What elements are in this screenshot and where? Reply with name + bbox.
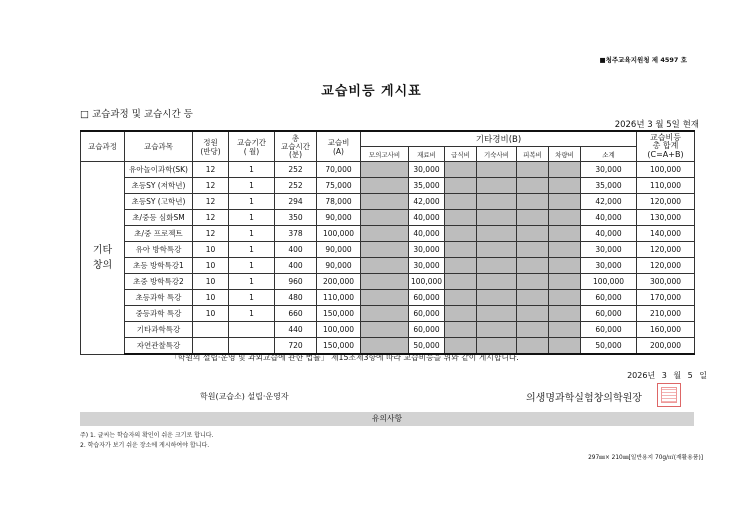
as-of-date: 2026년 3 월 5일 현재 — [614, 120, 699, 130]
uniform-cell — [517, 178, 549, 194]
hours-cell: 400 — [275, 258, 317, 274]
header-period: 교습기간 ( 월) — [229, 131, 275, 162]
vehicle-cell — [549, 290, 581, 306]
tuition-cell: 70,000 — [317, 162, 361, 178]
mock-exam-cell — [361, 226, 409, 242]
vehicle-cell — [549, 322, 581, 338]
period-cell — [229, 322, 275, 338]
header-hours: 총 교습시간 (분) — [275, 131, 317, 162]
grand-total-cell: 120,000 — [637, 258, 695, 274]
notice-title: 유의사항 — [80, 412, 694, 426]
grand-total-cell: 300,000 — [637, 274, 695, 290]
meal-cell — [445, 322, 477, 338]
notes — [80, 431, 213, 450]
table-row — [81, 290, 695, 306]
capacity-cell: 12 — [193, 194, 229, 210]
grand-total-cell: 170,000 — [637, 290, 695, 306]
hours-cell: 720 — [275, 338, 317, 355]
header-dormitory: 기숙사비 — [477, 147, 517, 162]
capacity-cell: 12 — [193, 226, 229, 242]
vehicle-cell — [549, 242, 581, 258]
meal-cell — [445, 226, 477, 242]
subject-cell: 유아 방학특강 — [125, 242, 193, 258]
uniform-cell — [517, 274, 549, 290]
header-uniform: 피복비 — [517, 147, 549, 162]
grand-total-cell: 120,000 — [637, 242, 695, 258]
grand-total-cell: 130,000 — [637, 210, 695, 226]
mock-exam-cell — [361, 194, 409, 210]
tuition-cell: 150,000 — [317, 306, 361, 322]
material-cell: 40,000 — [409, 210, 445, 226]
material-cell: 30,000 — [409, 258, 445, 274]
uniform-cell — [517, 162, 549, 178]
mock-exam-cell — [361, 274, 409, 290]
hours-cell: 960 — [275, 274, 317, 290]
dormitory-cell — [477, 274, 517, 290]
capacity-cell: 10 — [193, 274, 229, 290]
tuition-cell: 110,000 — [317, 290, 361, 306]
meal-cell — [445, 178, 477, 194]
subject-cell: 초등SY (고학년) — [125, 194, 193, 210]
subject-cell: 초중 방학특강2 — [125, 274, 193, 290]
capacity-cell: 12 — [193, 210, 229, 226]
tuition-cell: 78,000 — [317, 194, 361, 210]
mock-exam-cell — [361, 306, 409, 322]
subtotal-cell: 40,000 — [581, 210, 637, 226]
table-row — [81, 178, 695, 194]
table-row — [81, 258, 695, 274]
tuition-cell: 100,000 — [317, 322, 361, 338]
hours-cell: 252 — [275, 162, 317, 178]
meal-cell — [445, 194, 477, 210]
subject-cell: 초/중 프로젝트 — [125, 226, 193, 242]
material-cell: 35,000 — [409, 178, 445, 194]
material-cell: 42,000 — [409, 194, 445, 210]
uniform-cell — [517, 242, 549, 258]
uniform-cell — [517, 194, 549, 210]
grand-total-cell: 140,000 — [637, 226, 695, 242]
hours-cell: 294 — [275, 194, 317, 210]
material-cell: 100,000 — [409, 274, 445, 290]
subtotal-cell: 60,000 — [581, 290, 637, 306]
course-name-cell: 기타 창의 — [81, 162, 125, 355]
fee-table-body — [81, 162, 695, 355]
mock-exam-cell — [361, 290, 409, 306]
dormitory-cell — [477, 178, 517, 194]
page-title: 교습비등 게시표 — [321, 84, 422, 99]
meal-cell — [445, 274, 477, 290]
tuition-cell: 150,000 — [317, 338, 361, 355]
grand-total-cell: 200,000 — [637, 338, 695, 355]
subject-cell: 초/중등 심화SM — [125, 210, 193, 226]
table-row — [81, 274, 695, 290]
table-row — [81, 322, 695, 338]
material-cell: 60,000 — [409, 290, 445, 306]
paper-spec: 297㎜× 210㎜[일반용지 70g/㎡(재활용품)] — [588, 455, 703, 461]
period-cell: 1 — [229, 290, 275, 306]
material-cell: 30,000 — [409, 162, 445, 178]
vehicle-cell — [549, 210, 581, 226]
note-item: 2. 학습자가 보기 쉬운 장소에 게시하여야 합니다. — [80, 441, 210, 449]
table-row — [81, 210, 695, 226]
subject-cell: 유아놀이과학(SK) — [125, 162, 193, 178]
period-cell: 1 — [229, 274, 275, 290]
material-cell: 30,000 — [409, 242, 445, 258]
tuition-cell: 90,000 — [317, 210, 361, 226]
capacity-cell: 12 — [193, 178, 229, 194]
subtotal-cell: 50,000 — [581, 338, 637, 355]
dormitory-cell — [477, 258, 517, 274]
uniform-cell — [517, 258, 549, 274]
grand-total-cell: 120,000 — [637, 194, 695, 210]
hours-cell: 400 — [275, 242, 317, 258]
capacity-cell — [193, 322, 229, 338]
subject-cell: 중등과학 특강 — [125, 306, 193, 322]
subject-cell: 기타과학특강 — [125, 322, 193, 338]
table-row — [81, 194, 695, 210]
header-tuition: 교습비 (A) — [317, 131, 361, 162]
vehicle-cell — [549, 338, 581, 355]
mock-exam-cell — [361, 258, 409, 274]
subtotal-cell: 35,000 — [581, 178, 637, 194]
vehicle-cell — [549, 226, 581, 242]
legal-statement: 「학원의 설립·운영 및 과외교습에 관한 법률」 제15조제3항에 따라 교습비등을 위와 같이 게시합니다. — [170, 353, 519, 362]
period-cell: 1 — [229, 210, 275, 226]
header-other-expenses: 기타경비(B) — [361, 131, 637, 147]
uniform-cell — [517, 306, 549, 322]
header-mock-exam: 모의고사비 — [361, 147, 409, 162]
posting-date: 2026년 3 월 5 일 — [627, 371, 707, 380]
fee-table — [80, 130, 695, 355]
uniform-cell — [517, 338, 549, 355]
document-number: ■청주교육지원청 제 4597 호 — [599, 56, 687, 64]
tuition-cell: 200,000 — [317, 274, 361, 290]
period-cell: 1 — [229, 306, 275, 322]
header-capacity: 정원 (반당) — [193, 131, 229, 162]
tuition-cell: 90,000 — [317, 242, 361, 258]
period-cell: 1 — [229, 226, 275, 242]
dormitory-cell — [477, 290, 517, 306]
dormitory-cell — [477, 226, 517, 242]
hours-cell: 480 — [275, 290, 317, 306]
meal-cell — [445, 258, 477, 274]
table-row — [81, 242, 695, 258]
subtotal-cell: 30,000 — [581, 242, 637, 258]
tuition-cell: 75,000 — [317, 178, 361, 194]
period-cell: 1 — [229, 242, 275, 258]
tuition-cell: 100,000 — [317, 226, 361, 242]
subtotal-cell: 60,000 — [581, 306, 637, 322]
hours-cell: 350 — [275, 210, 317, 226]
uniform-cell — [517, 226, 549, 242]
subtotal-cell: 40,000 — [581, 226, 637, 242]
subject-cell: 자연관찰특강 — [125, 338, 193, 355]
dormitory-cell — [477, 242, 517, 258]
subject-cell: 초등SY (저학년) — [125, 178, 193, 194]
period-cell: 1 — [229, 178, 275, 194]
uniform-cell — [517, 290, 549, 306]
header-material: 재료비 — [409, 147, 445, 162]
hours-cell: 378 — [275, 226, 317, 242]
hours-cell: 660 — [275, 306, 317, 322]
mock-exam-cell — [361, 322, 409, 338]
period-cell: 1 — [229, 194, 275, 210]
period-cell: 1 — [229, 258, 275, 274]
header-grand-total: 교습비등 총 합계 (C=A+B) — [637, 131, 695, 162]
dormitory-cell — [477, 322, 517, 338]
grand-total-cell: 100,000 — [637, 162, 695, 178]
table-row — [81, 226, 695, 242]
subtotal-cell: 30,000 — [581, 162, 637, 178]
dormitory-cell — [477, 194, 517, 210]
mock-exam-cell — [361, 162, 409, 178]
dormitory-cell — [477, 210, 517, 226]
meal-cell — [445, 290, 477, 306]
material-cell: 40,000 — [409, 226, 445, 242]
capacity-cell: 10 — [193, 242, 229, 258]
header-vehicle: 차량비 — [549, 147, 581, 162]
academy-director-name: 의생명과학실험창의학원장 — [526, 393, 642, 404]
table-row — [81, 306, 695, 322]
dormitory-cell — [477, 162, 517, 178]
vehicle-cell — [549, 178, 581, 194]
hours-cell: 440 — [275, 322, 317, 338]
hours-cell: 252 — [275, 178, 317, 194]
subject-cell: 초등 방학특강1 — [125, 258, 193, 274]
uniform-cell — [517, 322, 549, 338]
vehicle-cell — [549, 274, 581, 290]
meal-cell — [445, 306, 477, 322]
section-heading: □ 교습과정 및 교습시간 등 — [80, 109, 193, 120]
subtotal-cell: 42,000 — [581, 194, 637, 210]
meal-cell — [445, 210, 477, 226]
capacity-cell: 10 — [193, 306, 229, 322]
capacity-cell: 10 — [193, 258, 229, 274]
subtotal-cell: 30,000 — [581, 258, 637, 274]
capacity-cell: 10 — [193, 290, 229, 306]
header-subject: 교습과목 — [125, 131, 193, 162]
grand-total-cell: 160,000 — [637, 322, 695, 338]
vehicle-cell — [549, 162, 581, 178]
vehicle-cell — [549, 258, 581, 274]
dormitory-cell — [477, 306, 517, 322]
official-seal-icon — [657, 383, 681, 407]
founder-label: 학원(교습소) 설립·운영자 — [200, 392, 289, 401]
subtotal-cell: 60,000 — [581, 322, 637, 338]
tuition-cell: 90,000 — [317, 258, 361, 274]
subject-cell: 초등과학 특강 — [125, 290, 193, 306]
material-cell: 50,000 — [409, 338, 445, 355]
grand-total-cell: 110,000 — [637, 178, 695, 194]
mock-exam-cell — [361, 178, 409, 194]
mock-exam-cell — [361, 242, 409, 258]
header-subtotal: 소계 — [581, 147, 637, 162]
header-course: 교습과정 — [81, 131, 125, 162]
period-cell: 1 — [229, 162, 275, 178]
meal-cell — [445, 162, 477, 178]
table-row — [81, 162, 695, 178]
vehicle-cell — [549, 194, 581, 210]
header-meal: 급식비 — [445, 147, 477, 162]
uniform-cell — [517, 210, 549, 226]
mock-exam-cell — [361, 210, 409, 226]
material-cell: 60,000 — [409, 322, 445, 338]
meal-cell — [445, 242, 477, 258]
material-cell: 60,000 — [409, 306, 445, 322]
grand-total-cell: 210,000 — [637, 306, 695, 322]
subtotal-cell: 100,000 — [581, 274, 637, 290]
capacity-cell: 12 — [193, 162, 229, 178]
vehicle-cell — [549, 306, 581, 322]
note-item: 주) 1. 글씨는 학습자의 확인이 쉬운 크기로 합니다. — [80, 432, 214, 439]
